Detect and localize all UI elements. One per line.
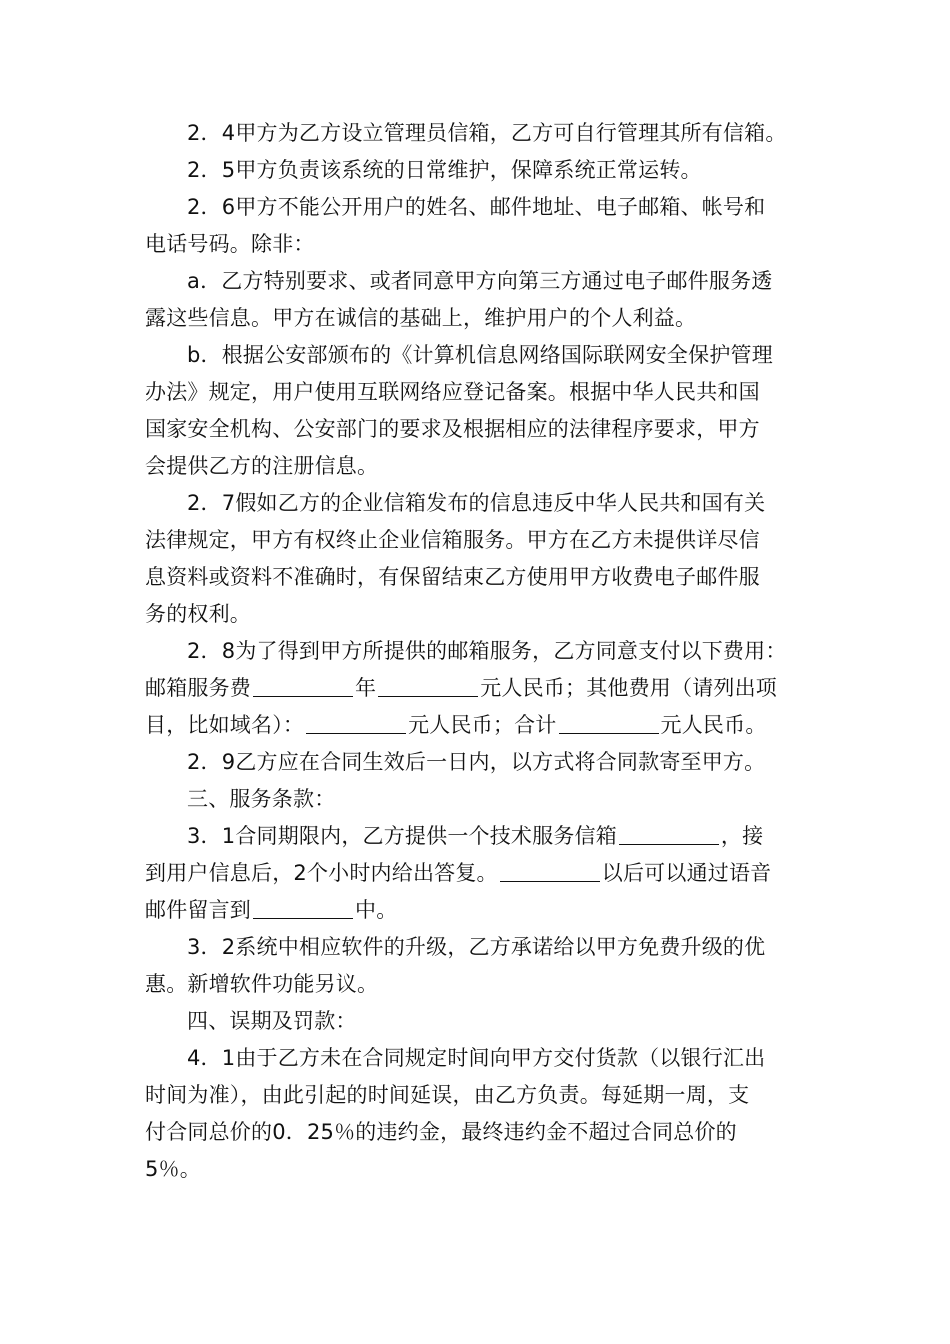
text-line: 2．9乙方应在合同生效后一日内，以方式将合同款寄至甲方。 [187,750,766,774]
text-line: 电话号码。除非： [145,232,315,256]
text-line: 务的权利。 [145,602,251,626]
other-fee-blank[interactable] [306,715,406,734]
text-line [145,670,810,707]
text-line: 息资料或资料不准确时，有保留结束乙方使用甲方收费电子邮件服 [145,565,760,589]
paragraph-2-5 [145,152,810,189]
currency-end-label: 元人民币。 [660,713,767,737]
text-line: 法律规定，甲方有权终止企业信箱服务。甲方在乙方未提供详尽信 [145,528,760,552]
fee-label: 邮箱服务费 [145,676,251,700]
total-blank[interactable] [559,715,659,734]
paragraph-2-6 [145,189,810,263]
text-line: b．根据公安部颁布的《计算机信息网络国际联网安全保护管理 [187,343,773,367]
text-line: 国家安全机构、公安部门的要求及根据相应的法律程序要求，甲方 [145,417,760,441]
text-line: 3．2系统中相应软件的升级，乙方承诺给以甲方免费升级的优 [187,935,766,959]
paragraph-3-2 [145,929,810,1003]
year-label: 年 [355,676,377,700]
section-title: 三、服务条款： [187,787,336,811]
mailbox-fee-blank[interactable] [253,678,353,697]
text-segment: 邮件留言到 [145,898,251,922]
paragraph-2-4 [145,115,810,152]
text-line: 2．6甲方不能公开用户的姓名、邮件地址、电子邮箱、帐号和 [187,195,766,219]
text-segment: 到用户信息后，2个小时内给出答复。 [145,861,498,885]
text-line: 2．5甲方负责该系统的日常维护，保障系统正常运转。 [187,158,702,182]
text-line [145,892,810,929]
text-line: 付合同总价的0．25％的违约金，最终违约金不超过合同总价的 [145,1120,737,1144]
text-line [145,818,810,855]
text-line: 惠。新增软件功能另议。 [145,972,379,996]
currency-label: 元人民币；其他费用（请列出项 [480,676,778,700]
text-line [145,855,810,892]
paragraph-2-7 [145,485,810,633]
section-title: 四、误期及罚款： [187,1009,357,1033]
text-segment: 3．1合同期限内，乙方提供一个技术服务信箱 [187,824,617,848]
text-line: 2．7假如乙方的企业信箱发布的信息违反中华人民共和国有关 [187,491,766,515]
support-mailbox-blank[interactable] [619,826,719,845]
total-label: 元人民币；合计 [408,713,557,737]
section-heading-4 [145,1003,810,1040]
paragraph-2-8 [145,633,810,744]
paragraph-b [145,337,810,485]
paragraph-2-9 [145,744,810,781]
document-page [145,115,810,1188]
text-line: 会提供乙方的注册信息。 [145,454,379,478]
text-line: 露这些信息。甲方在诚信的基础上，维护用户的个人利益。 [145,306,697,330]
mailbox-fee-amount-blank[interactable] [378,678,478,697]
text-line: 5％。 [145,1157,201,1181]
section-heading-3 [145,781,810,818]
text-segment: ，接 [720,824,764,848]
text-line: 时间为准），由此引起的时间延误，由乙方负责。每延期一周，支 [145,1083,750,1107]
time-blank[interactable] [500,863,600,882]
text-line: a．乙方特别要求、或者同意甲方向第三方通过电子邮件服务透 [187,269,773,293]
text-line: 4．1由于乙方未在合同规定时间向甲方交付货款（以银行汇出 [187,1046,766,1070]
voicemail-blank[interactable] [253,900,353,919]
text-segment: 以后可以通过语音 [601,861,772,885]
text-line: 办法》规定，用户使用互联网络应登记备案。根据中华人民共和国 [145,380,760,404]
paragraph-a [145,263,810,337]
text-line [145,707,810,744]
paragraph-3-1 [145,818,810,929]
text-segment: 中。 [355,898,398,922]
text-line: 2．4甲方为乙方设立管理员信箱，乙方可自行管理其所有信箱。 [187,121,787,145]
other-fee-label: 目，比如域名）： [145,713,305,737]
text-line: 2．8为了得到甲方所提供的邮箱服务，乙方同意支付以下费用： [187,639,787,663]
paragraph-4-1 [145,1040,810,1188]
